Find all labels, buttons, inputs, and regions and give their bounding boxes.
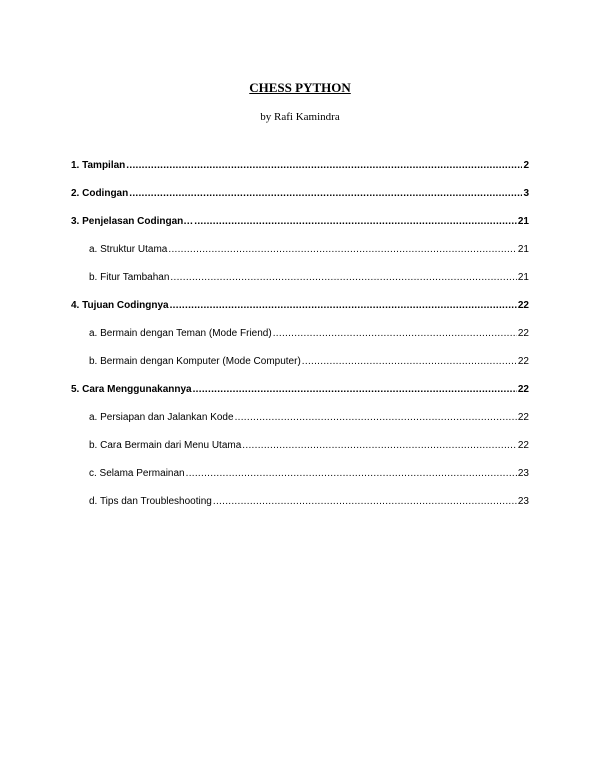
toc-entry-mode-computer[interactable] bbox=[89, 355, 529, 369]
toc-entry-struktur-utama[interactable] bbox=[89, 243, 529, 257]
toc-entry-selama-permainan[interactable] bbox=[89, 467, 529, 481]
toc-entry-label: a. Struktur Utama bbox=[89, 244, 168, 255]
toc-entry-cara-bermain[interactable] bbox=[89, 439, 529, 453]
toc-page-number: 21 bbox=[517, 272, 529, 283]
toc-entry-label: c. Selama Permainan bbox=[89, 468, 185, 479]
toc-page-number: 21 bbox=[517, 216, 529, 227]
toc-entry-label: b. Fitur Tambahan bbox=[89, 272, 170, 283]
toc-page-number: 22 bbox=[517, 328, 529, 339]
toc-dot-leader bbox=[168, 243, 517, 257]
toc-entry-tips-troubleshooting[interactable] bbox=[89, 495, 529, 509]
toc-page-number: 3 bbox=[523, 188, 529, 199]
toc-entry-label: 3. Penjelasan Codingan… bbox=[71, 216, 194, 227]
document-title: CHESS PYTHON bbox=[249, 80, 351, 95]
toc-dot-leader bbox=[126, 159, 522, 173]
toc-entry-label: 4. Tujuan Codingnya bbox=[71, 300, 169, 311]
toc-entry-mode-friend[interactable] bbox=[89, 327, 529, 341]
toc-entry-label: a. Bermain dengan Teman (Mode Friend) bbox=[89, 328, 272, 339]
document-author: by Rafi Kamindra bbox=[260, 111, 340, 123]
toc-entry-persiapan-kode[interactable] bbox=[89, 411, 529, 425]
toc-entry-label: b. Bermain dengan Komputer (Mode Computer) bbox=[89, 356, 301, 367]
toc-entry-cara-menggunakannya[interactable] bbox=[71, 383, 529, 397]
toc-page-number: 2 bbox=[523, 160, 529, 171]
toc-page-number: 22 bbox=[517, 412, 529, 423]
toc-page-number: 22 bbox=[517, 384, 529, 395]
toc-entry-label: d. Tips dan Troubleshooting bbox=[89, 496, 212, 507]
toc-entry-codingan[interactable] bbox=[71, 187, 529, 201]
toc-entry-label: b. Cara Bermain dari Menu Utama bbox=[89, 440, 242, 451]
toc-dot-leader bbox=[242, 439, 517, 453]
toc-page-number: 23 bbox=[517, 468, 529, 479]
toc-entry-tampilan[interactable] bbox=[71, 159, 529, 173]
toc-dot-leader bbox=[186, 467, 517, 481]
toc-dot-leader bbox=[129, 187, 522, 201]
toc-dot-leader bbox=[213, 495, 517, 509]
toc-entry-tujuan-codingnya[interactable] bbox=[71, 299, 529, 313]
toc-dot-leader bbox=[193, 383, 517, 397]
toc-dot-leader bbox=[302, 355, 517, 369]
toc-page-number: 22 bbox=[517, 300, 529, 311]
toc-entry-label: 2. Codingan bbox=[71, 188, 129, 199]
toc-dot-leader bbox=[194, 215, 517, 229]
toc-page-number: 23 bbox=[517, 496, 529, 507]
toc-dot-leader bbox=[170, 299, 517, 313]
toc-entry-fitur-tambahan[interactable] bbox=[89, 271, 529, 285]
toc-entry-label: 5. Cara Menggunakannya bbox=[71, 384, 192, 395]
toc-entry-penjelasan-codingan[interactable] bbox=[71, 215, 529, 229]
toc-page-number: 22 bbox=[517, 440, 529, 451]
toc-page-number: 21 bbox=[517, 244, 529, 255]
toc-page-number: 22 bbox=[517, 356, 529, 367]
toc-entry-label: 1. Tampilan bbox=[71, 160, 126, 171]
toc-dot-leader bbox=[273, 327, 517, 341]
toc-dot-leader bbox=[170, 271, 516, 285]
toc-entry-label: a. Persiapan dan Jalankan Kode bbox=[89, 412, 234, 423]
toc-dot-leader bbox=[235, 411, 517, 425]
